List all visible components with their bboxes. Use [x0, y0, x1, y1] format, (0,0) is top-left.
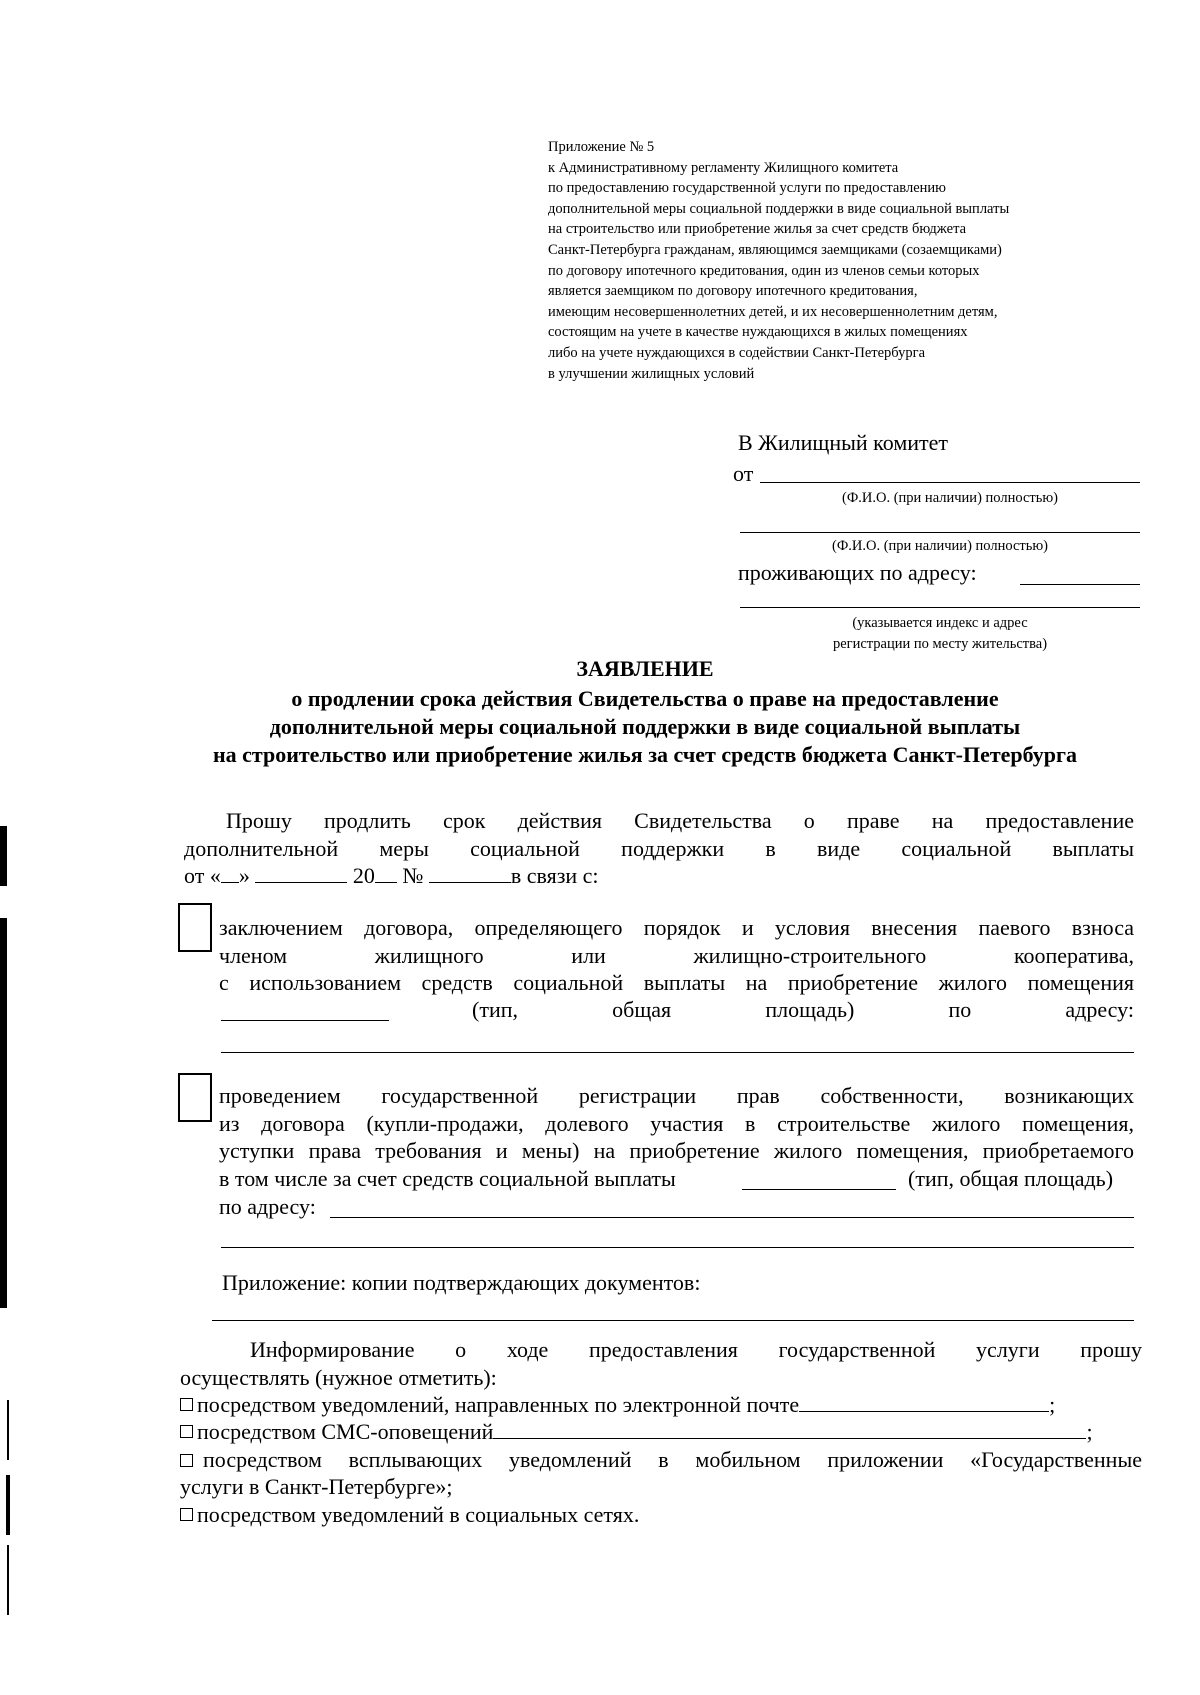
semicolon: ;: [1049, 1392, 1056, 1417]
inform-option-social[interactable]: [180, 1502, 639, 1528]
month-field[interactable]: [255, 866, 347, 883]
appendix-block: [548, 137, 1009, 384]
scan-mark: [7, 1400, 9, 1460]
option1-word: по: [948, 997, 972, 1022]
inform-line-1: Информирование о ходе предоставления государственной услуги прошу: [250, 1337, 1142, 1362]
appendix-line: Санкт-Петербурга гражданам, являющимся заемщиками (созаемщиками): [548, 241, 1002, 258]
push-option-label: посредством всплывающих уведомлений в мобильном приложении «Государственные: [203, 1447, 1142, 1472]
push-checkbox[interactable]: [180, 1454, 193, 1467]
residing-label: проживающих по адресу:: [738, 560, 977, 585]
year-label: 20: [352, 863, 375, 888]
appendix-line: в улучшении жилищных условий: [548, 365, 755, 382]
appendix-line: является заемщиком по договору ипотечного кредитования,: [548, 283, 918, 300]
semicolon: ;: [1086, 1419, 1093, 1444]
reason-label: в связи с:: [510, 863, 599, 888]
option2-address-field-2[interactable]: [221, 1247, 1134, 1248]
option1-line-1: заключением договора, определяющего порядок и условия внесения паевого взноса: [219, 915, 1134, 940]
number-field[interactable]: [429, 866, 511, 883]
fio-caption-2: (Ф.И.О. (при наличии) полностью): [831, 538, 1048, 554]
request-line-1: Прошу продлить срок действия Свидетельства о праве на предоставление: [226, 808, 1134, 833]
option1-word: площадь): [765, 997, 855, 1022]
address-field-1[interactable]: [1020, 584, 1140, 585]
option2-address-label: по адресу:: [219, 1194, 316, 1219]
email-option-label: посредством уведомлений, направленных по электронной почте: [197, 1392, 800, 1417]
fio-caption-1: (Ф.И.О. (при наличии) полностью): [841, 490, 1058, 506]
request-line-2: дополнительной меры социальной поддержки в виде социальной выплаты: [184, 836, 1134, 861]
option1-address-field[interactable]: [221, 1052, 1134, 1053]
appendix-line: состоящим на учете в качестве нуждающихся в жилых помещениях: [548, 324, 968, 341]
option1-type-field[interactable]: [221, 1020, 389, 1021]
inform-option-email[interactable]: [180, 1392, 1055, 1418]
sms-field[interactable]: [493, 1422, 1086, 1439]
quote-close: »: [238, 863, 250, 888]
email-checkbox[interactable]: [180, 1398, 193, 1411]
scan-mark: [7, 1545, 9, 1615]
fio-field-2[interactable]: [740, 532, 1140, 533]
option1-checkbox[interactable]: [178, 903, 212, 952]
appendix-line: Приложение № 5: [548, 139, 655, 155]
option2-line-2: из договора (купли-продажи, долевого участия в строительстве жилого помещения,: [219, 1111, 1134, 1136]
option2-type-field[interactable]: [742, 1189, 896, 1190]
option1-line-3: с использованием средств социальной выплаты на приобретение жилого помещения: [219, 970, 1134, 995]
address-caption-1: (указывается индекс и адрес: [852, 615, 1028, 631]
social-checkbox[interactable]: [180, 1508, 193, 1521]
appendix-line: по предоставлению государственной услуги по предоставлению: [548, 180, 946, 197]
day-field[interactable]: [221, 866, 239, 883]
appendix-line: по договору ипотечного кредитования, один из членов семьи которых: [548, 262, 980, 279]
fio-field-1[interactable]: [760, 482, 1140, 483]
option2-address-field-1[interactable]: [330, 1217, 1134, 1218]
request-line-3: [184, 863, 599, 889]
appendix-line: дополнительной меры социальной поддержки в виде социальной выплаты: [548, 200, 1010, 217]
attachment-field[interactable]: [212, 1320, 1134, 1321]
number-sign: №: [402, 863, 424, 888]
year-field[interactable]: [375, 866, 397, 883]
scan-mark: [0, 826, 7, 886]
address-field-2[interactable]: [740, 607, 1140, 608]
appendix-line: имеющим несовершеннолетних детей, и их несовершеннолетним детям,: [548, 303, 998, 320]
appendix-line: на строительство или приобретение жилья за счет средств бюджета: [548, 221, 967, 238]
scan-mark: [0, 918, 7, 1308]
option1-line-2: членом жилищного или жилищно-строительного кооператива,: [219, 943, 1134, 968]
scan-mark: [6, 1475, 10, 1535]
inform-option-push-cont: услуги в Санкт-Петербурге»;: [180, 1474, 453, 1499]
addressee-from-label: от: [733, 461, 754, 486]
title-line: о продлении срока действия Свидетельства о праве на предоставление: [291, 686, 999, 711]
social-option-label: посредством уведомлений в социальных сетях.: [197, 1502, 640, 1527]
option2-line-4a: в том числе за счет средств социальной выплаты: [219, 1166, 676, 1191]
appendix-line: либо на учете нуждающихся в содействии Санкт-Петербурга: [548, 344, 926, 361]
option1-line-4: [472, 997, 1134, 1023]
option2-checkbox[interactable]: [178, 1073, 212, 1122]
document-heading: ЗАЯВЛЕНИЕ: [576, 656, 714, 681]
sms-checkbox[interactable]: [180, 1425, 193, 1438]
email-field[interactable]: [799, 1395, 1049, 1412]
title-line: на строительство или приобретение жилья за счет средств бюджета Санкт-Петербурга: [212, 742, 1078, 767]
ot-label: от «: [184, 863, 221, 888]
inform-option-push[interactable]: [180, 1447, 1142, 1473]
address-caption-2: регистрации по месту жительства): [832, 636, 1048, 652]
inform-line-2: осуществлять (нужное отметить):: [180, 1365, 497, 1390]
title-line: дополнительной меры социальной поддержки в виде социальной выплаты: [269, 714, 1021, 739]
option1-word: (тип,: [472, 997, 518, 1022]
option2-line-1: проведением государственной регистрации прав собственности, возникающих: [219, 1083, 1134, 1108]
option2-line-4b: (тип, общая площадь): [908, 1166, 1114, 1191]
option1-word: адресу:: [1065, 997, 1134, 1022]
appendix-line: к Административному регламенту Жилищного комитета: [548, 159, 899, 176]
attachment-label: Приложение: копии подтверждающих документов:: [222, 1270, 701, 1295]
option2-line-3: уступки права требования и мены) на приобретение жилого помещения, приобретаемого: [219, 1138, 1134, 1163]
option1-word: общая: [612, 997, 672, 1022]
addressee-to: В Жилищный комитет: [738, 430, 949, 455]
sms-option-label: посредством СМС-оповещений: [197, 1419, 494, 1444]
inform-option-sms[interactable]: [180, 1419, 1093, 1445]
